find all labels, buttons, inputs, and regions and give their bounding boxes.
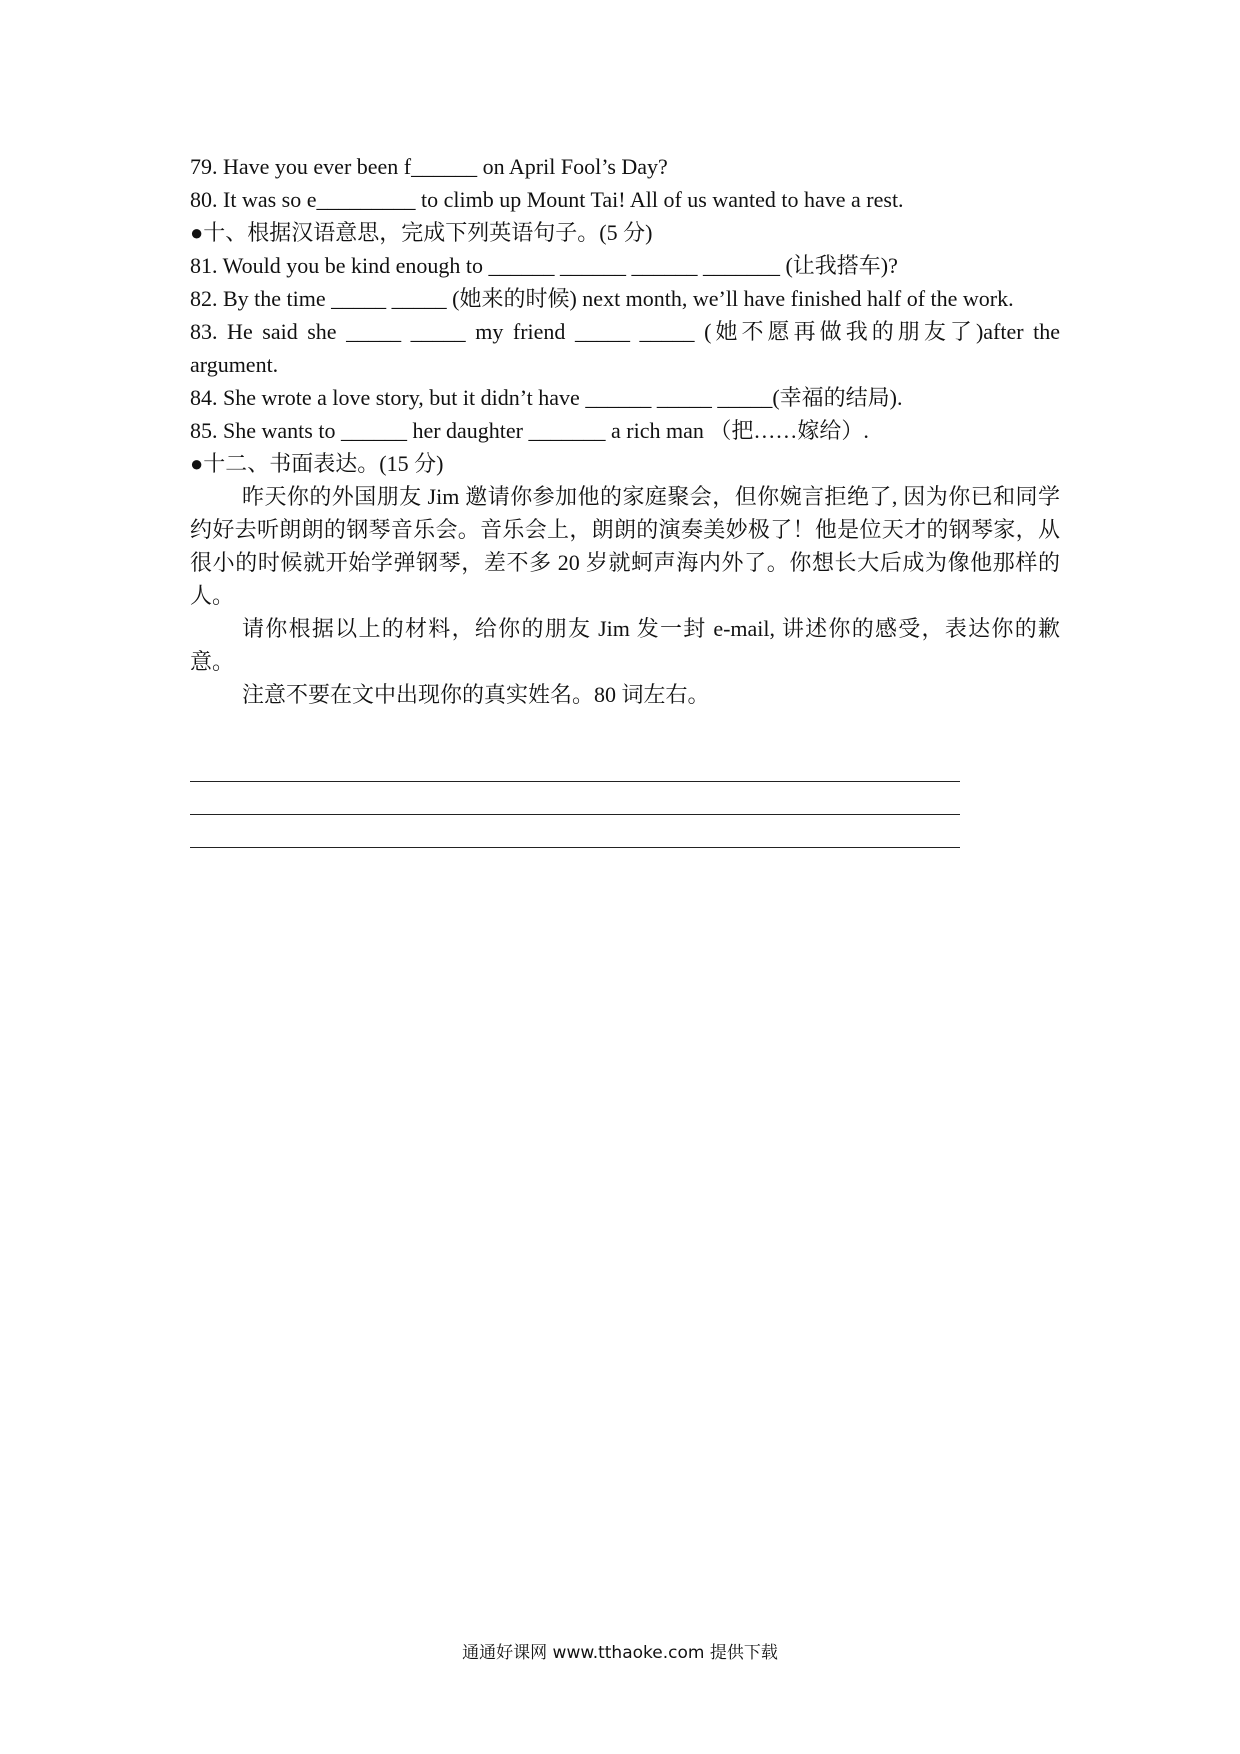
question-82: 82. By the time _____ _____ (她来的时候) next month, we’ll have finished half of the work. xyxy=(190,286,1014,311)
answer-line[interactable] xyxy=(190,749,960,782)
writing-prompt-paragraph-3: 注意不要在文中出现你的真实姓名。80 词左右。 xyxy=(242,682,710,707)
question-81: 81. Would you be kind enough to ______ ______ ______ _______ (让我搭车)? xyxy=(190,253,898,278)
answer-lines xyxy=(190,749,960,848)
page-footer: 通通好课网 www.tthaoke.com 提供下载 xyxy=(462,1643,778,1663)
writing-prompt-paragraph-1: 昨天你的外国朋友 Jim 邀请你参加他的家庭聚会，但你婉言拒绝了, 因为你已和同学约好去听朗朗的钢琴音乐会。音乐会上，朗朗的演奏美妙极了！他是位天才的钢琴家，从很小的时候就开始学弹钢琴，差不多 20 岁就蚵声海内外了。你想长大后成为像他那样的人。 xyxy=(190,484,1060,608)
section-ten-heading: ●十、根据汉语意思，完成下列英语句子。(5 分) xyxy=(190,220,653,245)
question-80: 80. It was so e_________ to climb up Mount Tai! All of us wanted to have a rest. xyxy=(190,187,904,212)
answer-line[interactable] xyxy=(190,782,960,815)
question-85: 85. She wants to ______ her daughter _______ a rich man （把……嫁给）. xyxy=(190,418,869,443)
question-79: 79. Have you ever been f______ on April Fool’s Day? xyxy=(190,154,668,179)
answer-line[interactable] xyxy=(190,815,960,848)
question-83: 83. He said she _____ _____ my friend _____ _____ (她不愿再做我的朋友了)after the argument. xyxy=(190,319,1060,377)
writing-prompt-paragraph-2: 请你根据以上的材料，给你的朋友 Jim 发一封 e-mail, 讲述你的感受，表达你的歉意。 xyxy=(190,616,1060,674)
worksheet-page xyxy=(190,150,1060,848)
question-84: 84. She wrote a love story, but it didn’t have ______ _____ _____(幸福的结局). xyxy=(190,385,903,410)
section-twelve-heading: ●十二、书面表达。(15 分) xyxy=(190,451,444,476)
